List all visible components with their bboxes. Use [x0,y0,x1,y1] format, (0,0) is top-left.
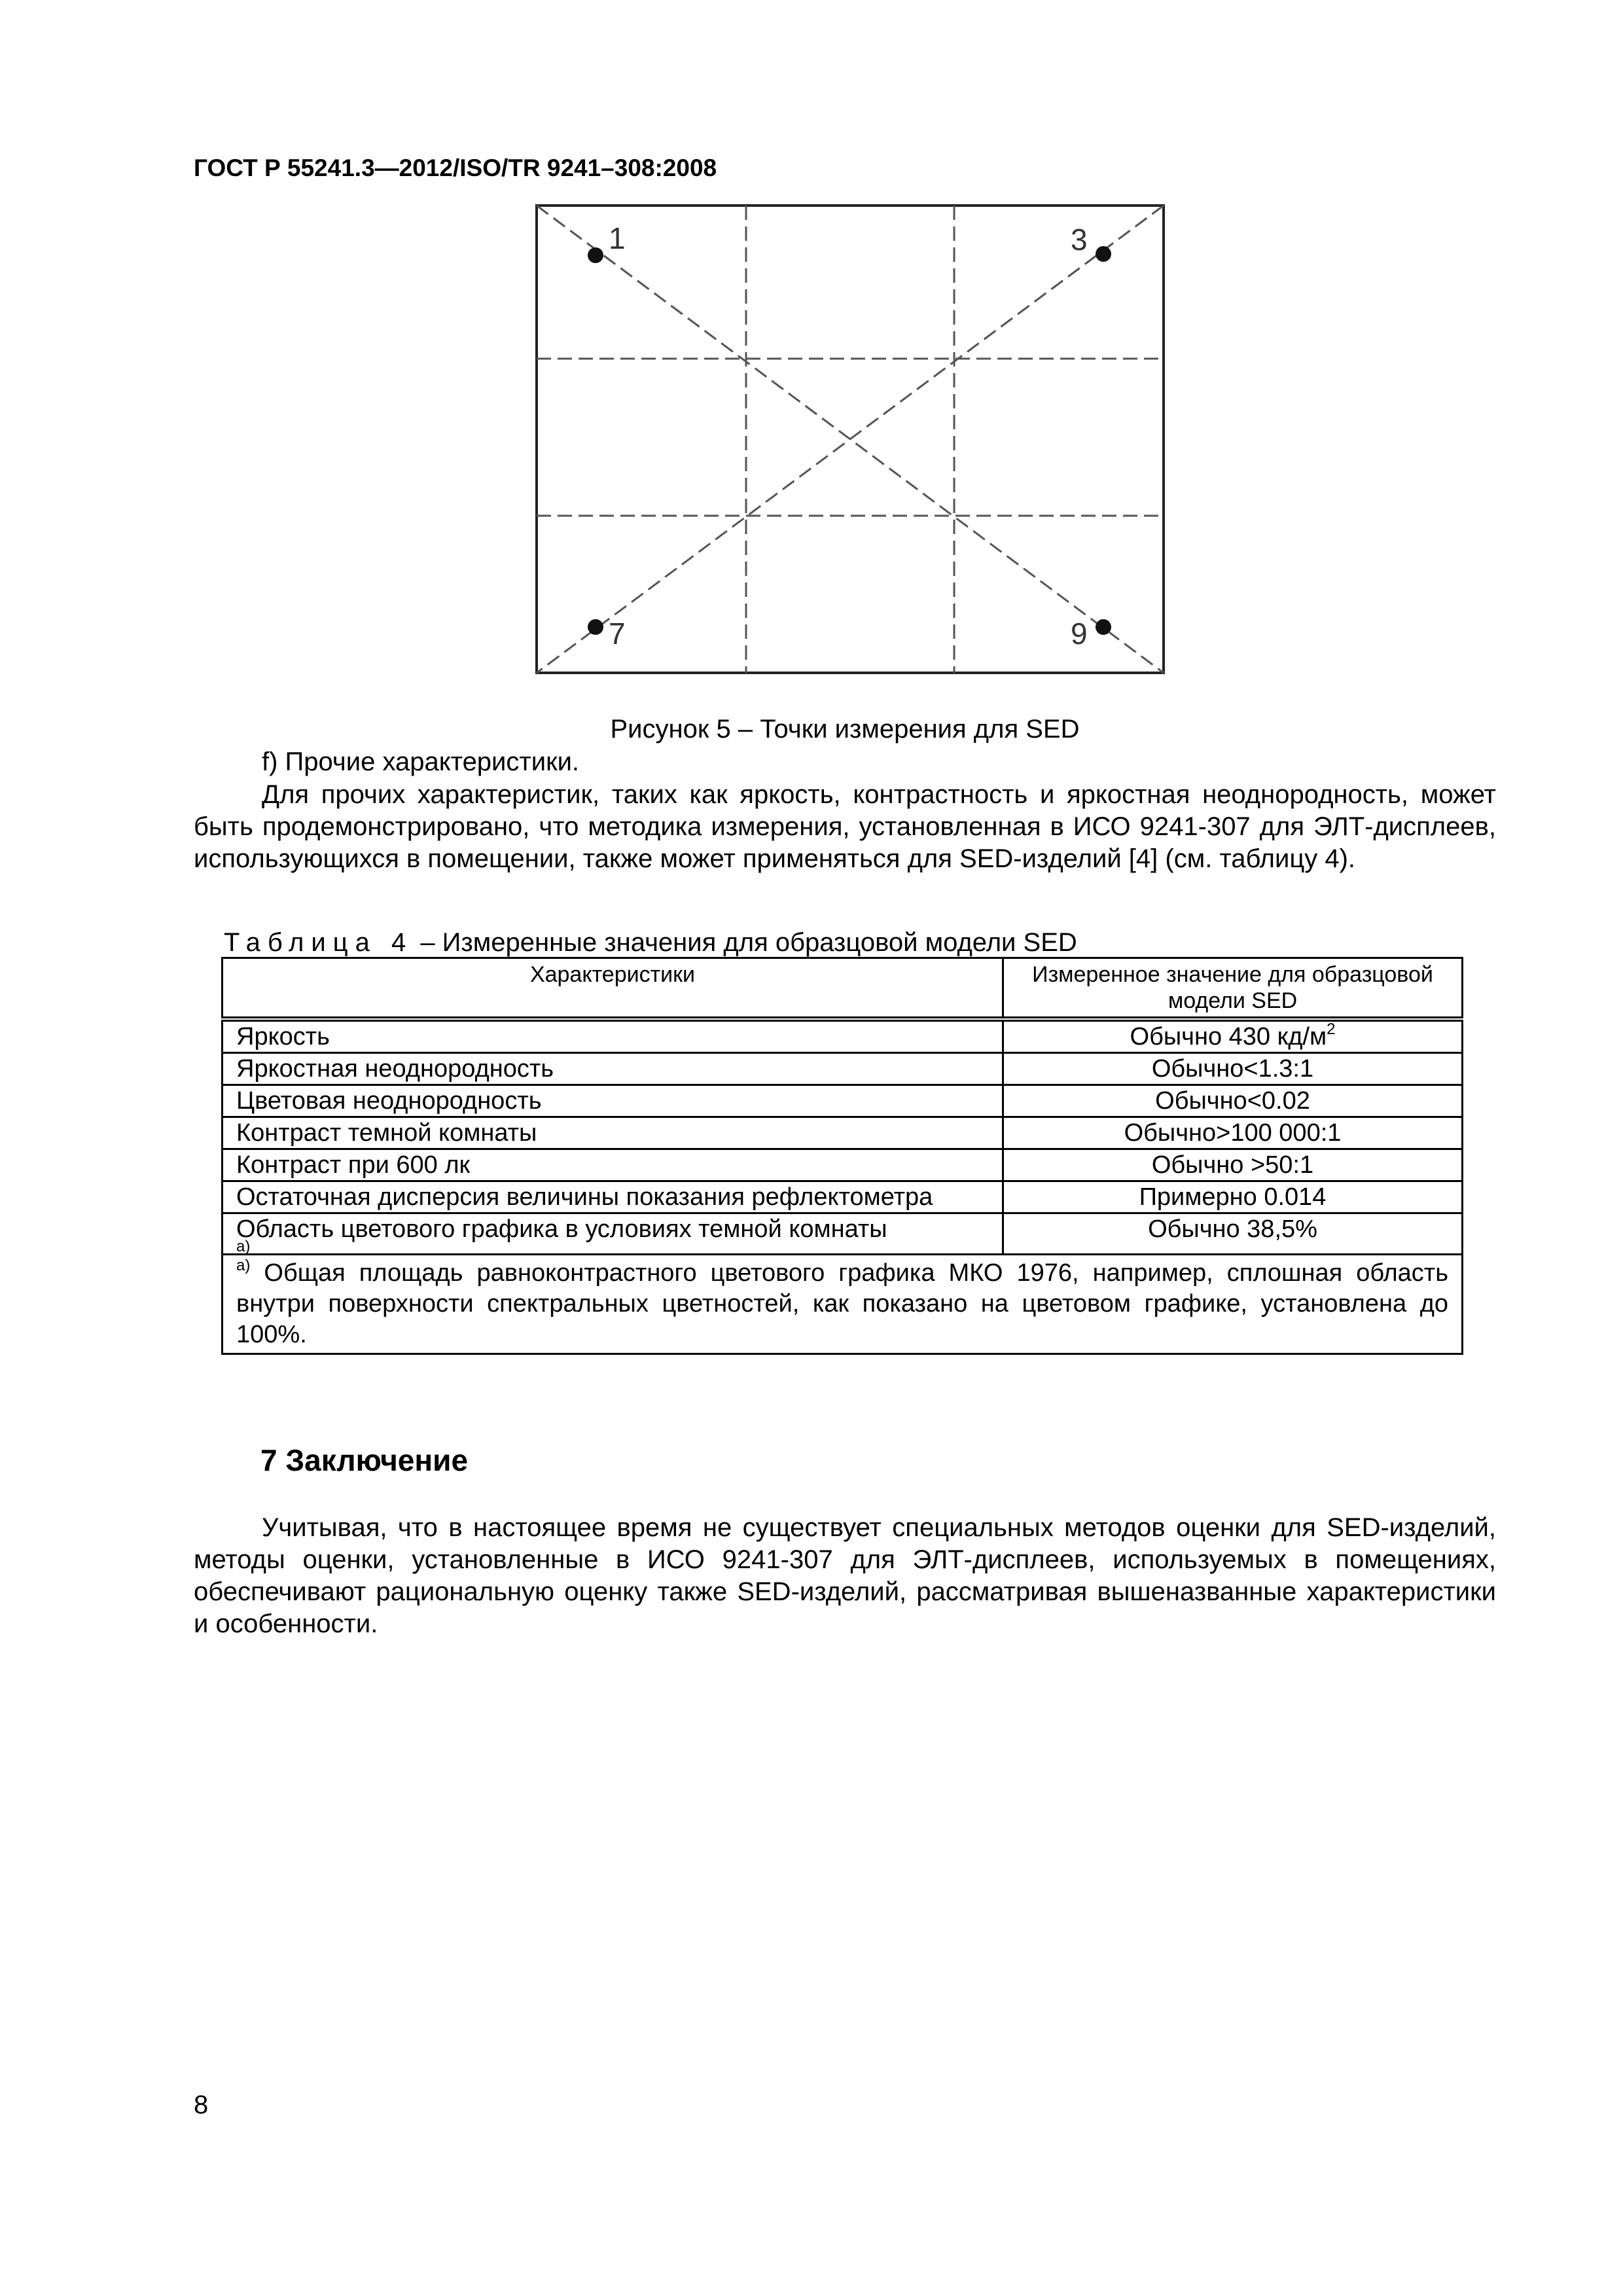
list-item-f: f) Прочие характеристики. [262,747,580,776]
table-header-row [223,958,1463,1020]
cell-characteristic [223,1213,1003,1255]
table-row [223,1117,1463,1149]
table-row [223,1053,1463,1085]
cell-characteristic: Цветовая неоднородность [223,1085,1003,1117]
measurement-point-7 [588,619,603,635]
table-caption [224,928,1077,958]
superscript: 2 [1327,1020,1336,1038]
cell-characteristic: Яркость [223,1019,1003,1053]
table-row [223,1181,1463,1213]
cell-value [1003,1019,1463,1053]
measurement-point-3 [1096,246,1111,262]
table-footnote [223,1255,1463,1354]
column-header-characteristics: Характеристики [223,958,1003,1020]
table-row [223,1213,1463,1255]
point-label-3: 3 [1071,223,1088,257]
table-caption-label: Таблица 4 [224,928,414,957]
cell-value: Обычно>100 000:1 [1003,1117,1463,1149]
measurement-point-9 [1096,619,1111,635]
table-row [223,1149,1463,1181]
cell-value: Обычно >50:1 [1003,1149,1463,1181]
table-row [223,1019,1463,1053]
section-heading: 7 Заключение [260,1443,469,1477]
footnote-text: Общая площадь равноконтрастного цветового графика МКО 1976, например, сплошная область внутри поверхности спектральных цветностей, как показано на цветовом графике, установлена до 100%. [236,1259,1448,1348]
table-caption-text: – Измеренные значения для образцовой модели SED [413,928,1077,957]
table-footnote-row [223,1255,1463,1354]
value-text: Обычно 430 кд/м [1130,1023,1327,1050]
cell-characteristic: Яркостная неоднородность [223,1053,1003,1085]
column-header-measured-value: Измеренное значение для образцовой модели SED [1003,958,1463,1020]
characteristic-text: Область цветового графика в условиях темной комнаты [236,1215,887,1243]
cell-characteristic: Остаточная дисперсия величины показания рефлектометра [223,1181,1003,1213]
measurement-point-1 [588,247,603,263]
page-number: 8 [194,2090,209,2119]
point-label-1: 1 [609,221,626,255]
cell-value: Обычно<0.02 [1003,1085,1463,1117]
cell-value: Примерно 0.014 [1003,1181,1463,1213]
table-row [223,1085,1463,1117]
body-paragraph: Для прочих характеристик, таких как яркость, контрастность и яркостная неоднородность, может быть продемонстрировано, что методика измерения, установленная в ИСО 9241-307 для ЭЛТ-дисплеев, использующихся в помещении, также может применяться для SED-изделий [4] (см. таблицу 4). [194,780,1496,873]
conclusion-paragraph: Учитывая, что в настоящее время не существует специальных методов оценки для SED-изделий, методы оценки, установленные в ИСО 9241-307 для ЭЛТ-дисплеев, используемых в помещениях, обеспечивают рациональную оценку также SED-изделий, рассматривая вышеназванные характеристики и особенности. [194,1513,1496,1638]
footnote-mark: a) [236,1257,251,1274]
cell-value: Обычно 38,5% [1003,1213,1463,1255]
cell-characteristic: Контраст при 600 лк [223,1149,1003,1181]
measurements-table [221,957,1463,1355]
footnote-reference: a) [236,1238,251,1255]
measurement-points-figure [535,204,1165,674]
cell-value: Обычно<1.3:1 [1003,1053,1463,1085]
cell-characteristic: Контраст темной комнаты [223,1117,1003,1149]
figure-caption: Рисунок 5 – Точки измерения для SED [610,715,1080,744]
point-label-9: 9 [1071,617,1088,651]
document-header: ГОСТ Р 55241.3—2012/ISO/TR 9241–308:2008 [194,154,717,181]
point-label-7: 7 [609,617,626,651]
